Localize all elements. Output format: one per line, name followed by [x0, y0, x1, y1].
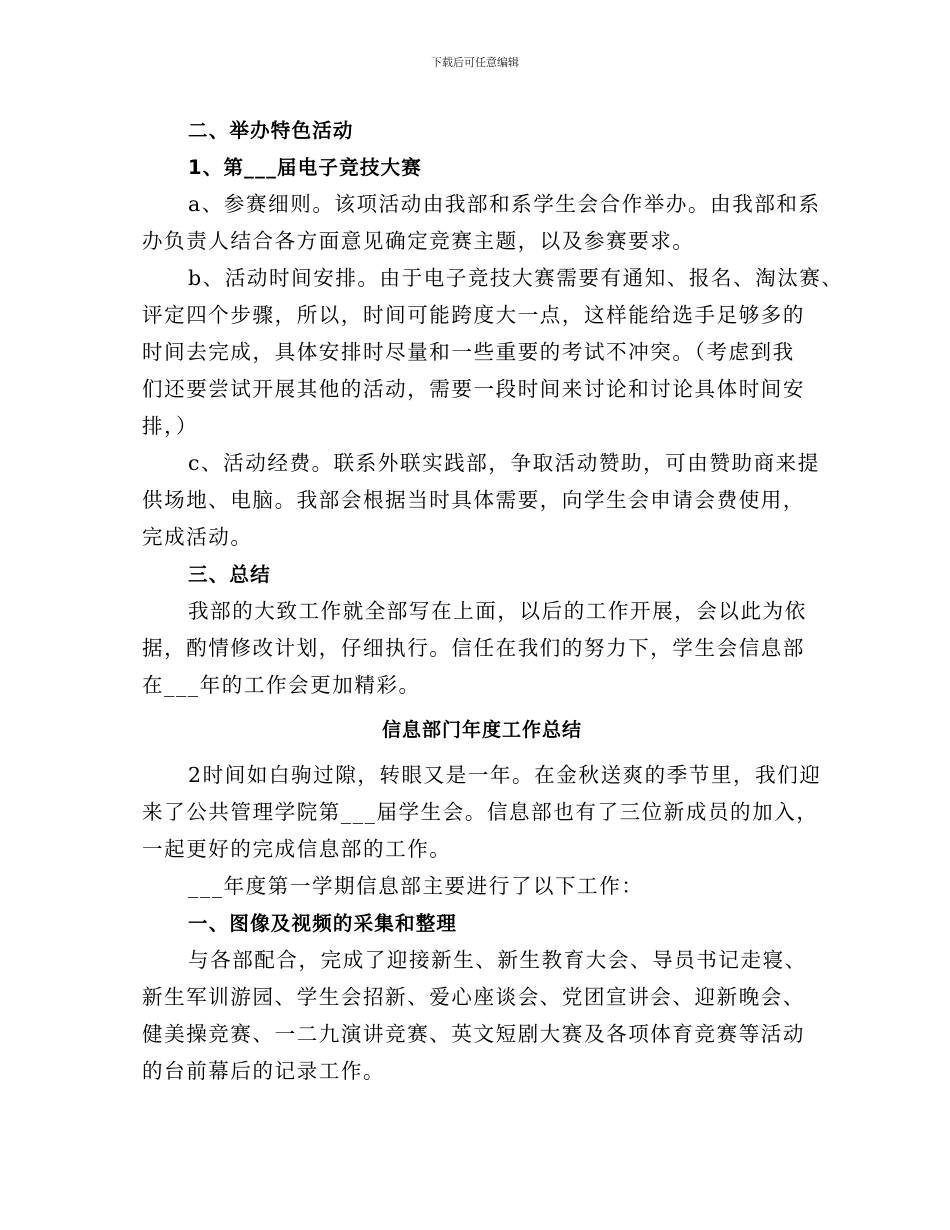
- text-line: 时间去完成，具体安排时尽量和一些重要的考试不冲突。（考虑到我: [142, 340, 795, 364]
- text-line: 的台前幕后的记录工作。: [142, 1059, 386, 1083]
- text-line: 供场地、电脑。我部会根据当时具体需要，向学生会申请会费使用，: [142, 488, 805, 512]
- page-header-note: 下载后可任意编辑: [431, 56, 519, 69]
- paragraph-first-line: 2时间如白驹过隙，转眼又是一年。在金秋送爽的季节里，我们迎: [188, 763, 822, 787]
- text-line: 一起更好的完成信息部的工作。: [142, 837, 452, 861]
- paragraph-first-line: c、活动经费。联系外联实践部，争取活动赞助，可由赞助商来提: [188, 451, 820, 475]
- text-line: 来了公共管理学院第___届学生会。信息部也有了三位新成员的加入，: [142, 800, 819, 824]
- section-heading: 三、总结: [188, 563, 271, 586]
- text-line: 排，）: [142, 414, 199, 438]
- text-line: 据，酌情修改计划，仔细执行。信任在我们的努力下，学生会信息部: [142, 636, 805, 660]
- paragraph-first-line: b、活动时间安排。由于电子竞技大赛需要有通知、报名、淘汰赛、: [188, 266, 844, 290]
- section-heading: 一、图像及视频的采集和整理: [188, 912, 458, 935]
- paragraph-first-line: 与各部配合，完成了迎接新生、新生教育大会、导员书记走寝、: [188, 948, 807, 972]
- text-line: 办负责人结合各方面意见确定竞赛主题，以及参赛要求。: [142, 229, 695, 253]
- document-title: 信息部门年度工作总结: [381, 719, 582, 741]
- text-line: 完成活动。: [142, 525, 253, 549]
- text-line: 评定四个步骤，所以，时间可能跨度大一点，这样能给选手足够多的: [142, 303, 805, 327]
- text-line: 在___年的工作会更加精彩。: [142, 673, 421, 697]
- text-line: 们还要尝试开展其他的活动，需要一段时间来讨论和讨论具体时间安: [142, 377, 805, 401]
- section-heading: 1、第___届电子竞技大赛: [188, 156, 422, 179]
- text-line: 健美操竞赛、一二九演讲竞赛、英文短剧大赛及各项体育竞赛等活动: [142, 1022, 805, 1046]
- paragraph-first-line: 我部的大致工作就全部写在上面，以后的工作开展，会以此为依: [188, 599, 807, 623]
- section-heading: 二、举办特色活动: [188, 119, 354, 142]
- paragraph-first-line: a、参赛细则。该项活动由我部和系学生会合作举办。由我部和系: [188, 192, 821, 216]
- text-line: 新生军训游园、学生会招新、爱心座谈会、党团宣讲会、迎新晚会、: [142, 985, 805, 1009]
- paragraph-first-line: ___年度第一学期信息部主要进行了以下工作：: [188, 874, 644, 898]
- document-body: [142, 112, 844, 1090]
